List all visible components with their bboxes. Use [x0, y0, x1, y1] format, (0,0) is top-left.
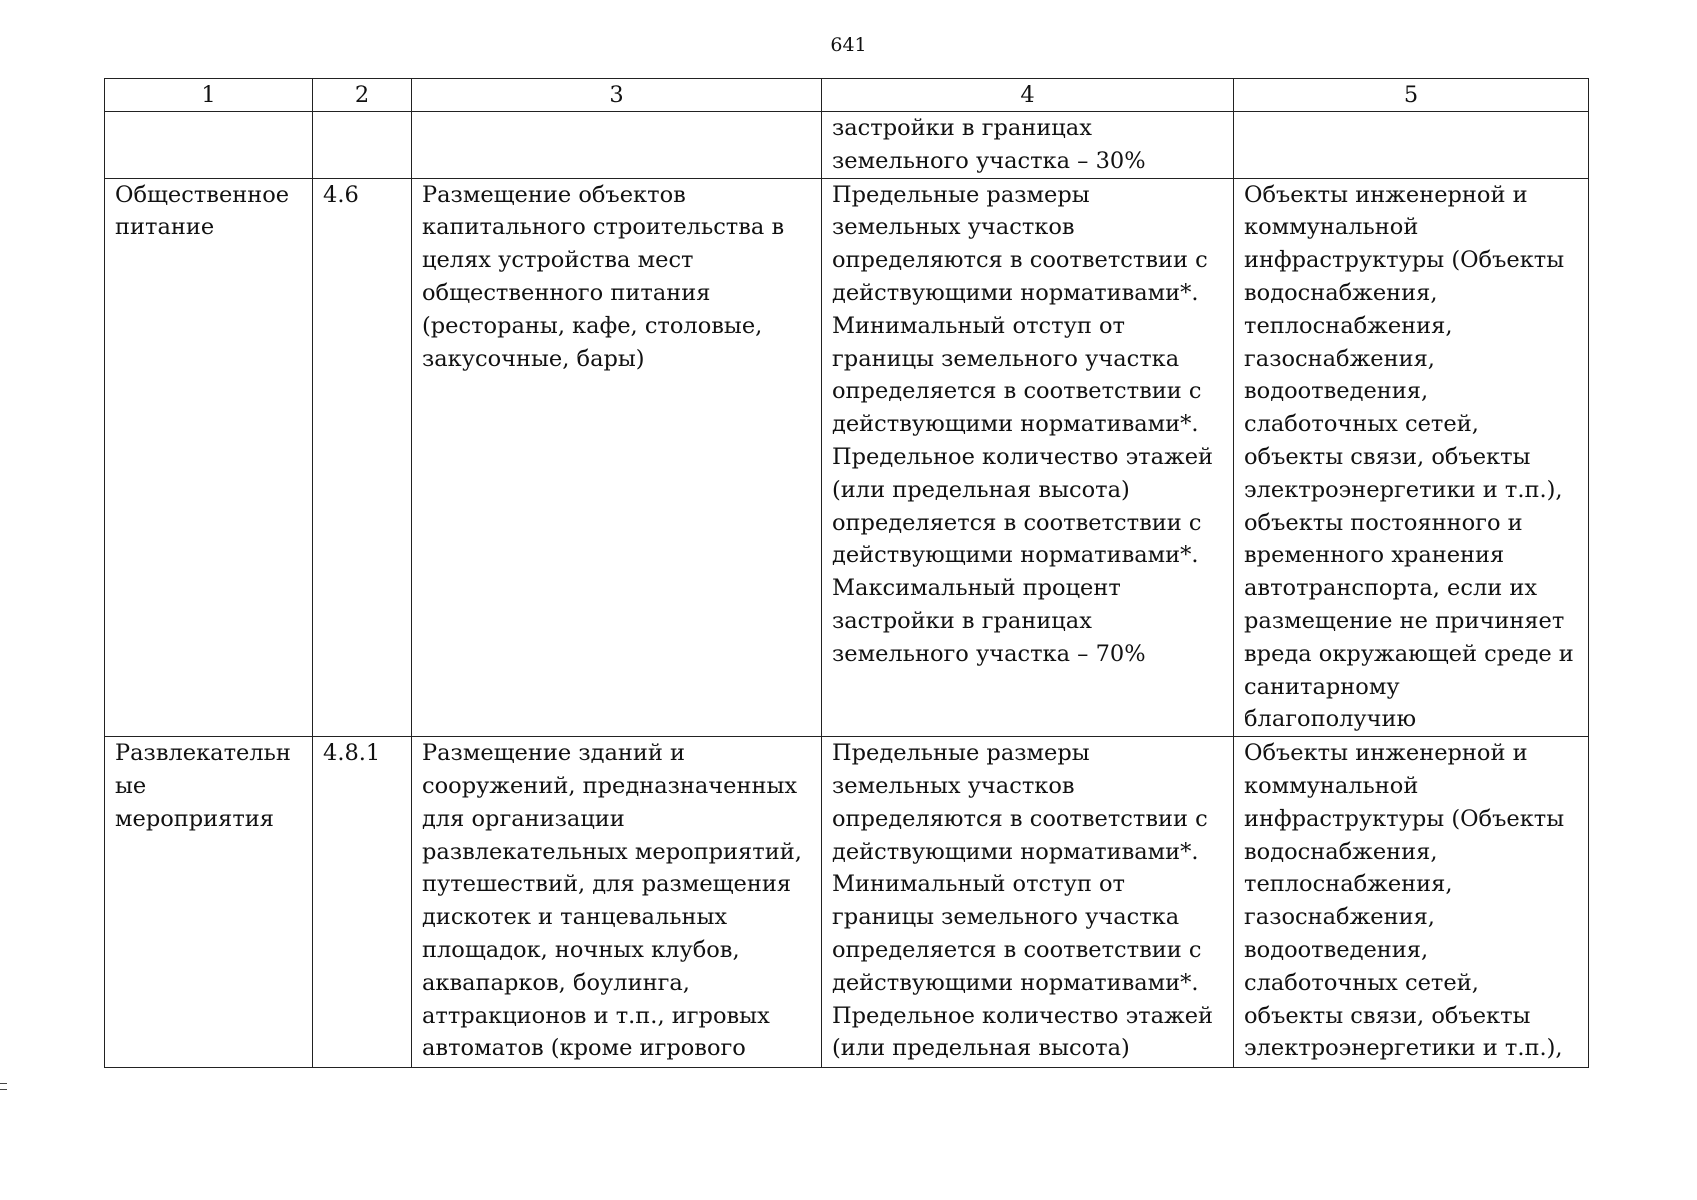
cell-parameters: Предельные размеры земельных участков определяются в соответствии с действующими нормативами*. Минимальный отступ от границы земельного участка определяется в соответствии с действующими нормативами*. Предельное количество этажей (или предельная высота) [822, 737, 1234, 1068]
cell-use-code: 4.6 [313, 178, 412, 737]
cell-use-name [105, 112, 313, 179]
zoning-table [104, 78, 1589, 1068]
column-header-4: 4 [822, 79, 1234, 112]
column-header-1: 1 [105, 79, 313, 112]
column-header-3: 3 [412, 79, 822, 112]
cell-auxiliary-uses [1234, 112, 1589, 179]
cell-use-code: 4.8.1 [313, 737, 412, 1068]
page-number: 641 [830, 34, 867, 56]
table-row-continuation [105, 112, 1589, 179]
cell-parameters: застройки в границах земельного участка – 30% [822, 112, 1234, 179]
cell-parameters: Предельные размеры земельных участков определяются в соответствии с действующими нормативами*. Минимальный отступ от границы земельного участка определяется в соответствии с действующими нормативами*. Предельное количество этажей (или предельная высота) определяется в соответствии с действующими нормативами*. Максимальный процент застройки в границах земельного участка – 70% [822, 178, 1234, 737]
cell-auxiliary-uses: Объекты инженерной и коммунальной инфраструктуры (Объекты водоснабжения, теплоснабжения, газоснабжения, водоотведения, слаботочных сетей, объекты связи, объекты электроэнергетики и т.п.), [1234, 737, 1589, 1068]
cell-use-code [313, 112, 412, 179]
scan-margin-mark [0, 1083, 7, 1090]
column-header-5: 5 [1234, 79, 1589, 112]
cell-use-name: Общественное питание [105, 178, 313, 737]
column-header-2: 2 [313, 79, 412, 112]
cell-use-description: Размещение зданий и сооружений, предназначенных для организации развлекательных мероприятий, путешествий, для размещения дискотек и танцевальных площадок, ночных клубов, аквапарков, боулинга, аттракционов и т.п., игровых автоматов (кроме игрового [412, 737, 822, 1068]
table-row-entertainment [105, 737, 1589, 1068]
table-header-row [105, 79, 1589, 112]
cell-use-name: Развлекательн ые мероприятия [105, 737, 313, 1068]
cell-use-description [412, 112, 822, 179]
cell-auxiliary-uses: Объекты инженерной и коммунальной инфраструктуры (Объекты водоснабжения, теплоснабжения, газоснабжения, водоотведения, слаботочных сетей, объекты связи, объекты электроэнергетики и т.п.), объекты постоянного и временного хранения автотранспорта, если их размещение не причиняет вреда окружающей среде и санитарному благополучию [1234, 178, 1589, 737]
cell-use-description: Размещение объектов капитального строительства в целях устройства мест общественного питания (рестораны, кафе, столовые, закусочные, бары) [412, 178, 822, 737]
table-row-public-catering [105, 178, 1589, 737]
